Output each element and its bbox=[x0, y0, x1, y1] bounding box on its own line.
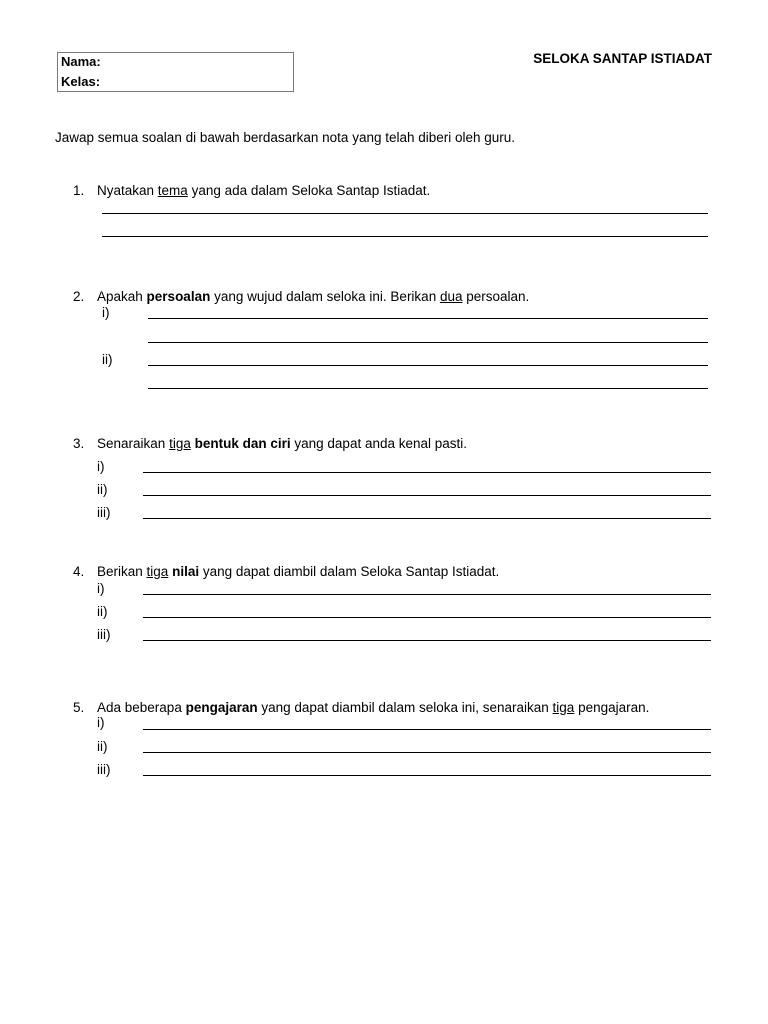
answer-line bbox=[143, 752, 711, 753]
answer-line bbox=[148, 318, 708, 319]
answer-item-label: ii) bbox=[97, 604, 108, 619]
answer-item-label: ii) bbox=[102, 352, 113, 367]
question-text-run: tiga bbox=[552, 700, 575, 715]
question-text-run: Nyatakan bbox=[97, 183, 158, 198]
question-text-run: persoalan. bbox=[462, 289, 530, 304]
question-4-number: 4. bbox=[73, 564, 85, 579]
question-text-run: tiga bbox=[169, 436, 191, 451]
question-text-run: yang dapat anda kenal pasti. bbox=[290, 436, 468, 451]
question-text-run: pengajaran bbox=[185, 700, 258, 715]
answer-line bbox=[143, 472, 711, 473]
answer-line bbox=[143, 594, 711, 595]
document-title: SELOKA SANTAP ISTIADAT bbox=[533, 51, 712, 66]
question-text-run: Ada beberapa bbox=[97, 700, 186, 715]
instruction-text: Jawap semua soalan di bawah berdasarkan nota yang telah diberi oleh guru. bbox=[55, 130, 516, 145]
question-2-text bbox=[97, 289, 529, 304]
question-text-run: bentuk dan ciri bbox=[194, 436, 291, 451]
answer-line bbox=[143, 729, 711, 730]
nama-label: Nama: bbox=[61, 54, 101, 69]
answer-line bbox=[143, 775, 711, 776]
answer-line bbox=[102, 213, 708, 214]
kelas-label: Kelas: bbox=[61, 74, 101, 89]
student-info-box bbox=[57, 52, 294, 92]
question-text-run: Apakah bbox=[97, 289, 147, 304]
question-5-text bbox=[97, 700, 649, 715]
answer-line bbox=[102, 236, 708, 237]
question-text-run: yang ada dalam Seloka Santap Istiadat. bbox=[187, 183, 431, 198]
question-text-run: Senaraikan bbox=[97, 436, 170, 451]
question-3-number: 3. bbox=[73, 436, 85, 451]
question-5-number: 5. bbox=[73, 700, 85, 715]
answer-item-label: i) bbox=[97, 581, 105, 596]
answer-item-label: iii) bbox=[97, 762, 111, 777]
question-text-run: yang wujud dalam seloka ini. Berikan bbox=[210, 289, 440, 304]
answer-line bbox=[143, 518, 711, 519]
question-text-run: tiga bbox=[146, 564, 169, 579]
answer-line bbox=[143, 495, 711, 496]
question-text-run: yang dapat diambil dalam seloka ini, senaraikan bbox=[257, 700, 553, 715]
question-text-run: nilai bbox=[172, 564, 200, 579]
answer-line bbox=[143, 617, 711, 618]
answer-item-label: i) bbox=[102, 305, 110, 320]
answer-item-label: iii) bbox=[97, 627, 111, 642]
question-4-text bbox=[97, 564, 499, 579]
question-2-number: 2. bbox=[73, 289, 85, 304]
question-3-text bbox=[97, 436, 467, 451]
answer-line bbox=[148, 365, 708, 366]
question-1-number: 1. bbox=[73, 183, 85, 198]
answer-item-label: ii) bbox=[97, 482, 108, 497]
question-text-run: yang dapat diambil dalam Seloka Santap Istiadat. bbox=[199, 564, 500, 579]
answer-line bbox=[148, 388, 708, 389]
answer-item-label: i) bbox=[97, 715, 105, 730]
answer-item-label: iii) bbox=[97, 505, 111, 520]
answer-line bbox=[143, 640, 711, 641]
answer-item-label: i) bbox=[97, 459, 105, 474]
question-1-text bbox=[97, 183, 430, 198]
question-text-run: Berikan bbox=[97, 564, 147, 579]
question-text-run: pengajaran. bbox=[574, 700, 650, 715]
answer-line bbox=[148, 342, 708, 343]
question-text-run: tema bbox=[157, 183, 188, 198]
question-text-run: persoalan bbox=[146, 289, 211, 304]
question-text-run: dua bbox=[439, 289, 463, 304]
answer-item-label: ii) bbox=[97, 739, 108, 754]
